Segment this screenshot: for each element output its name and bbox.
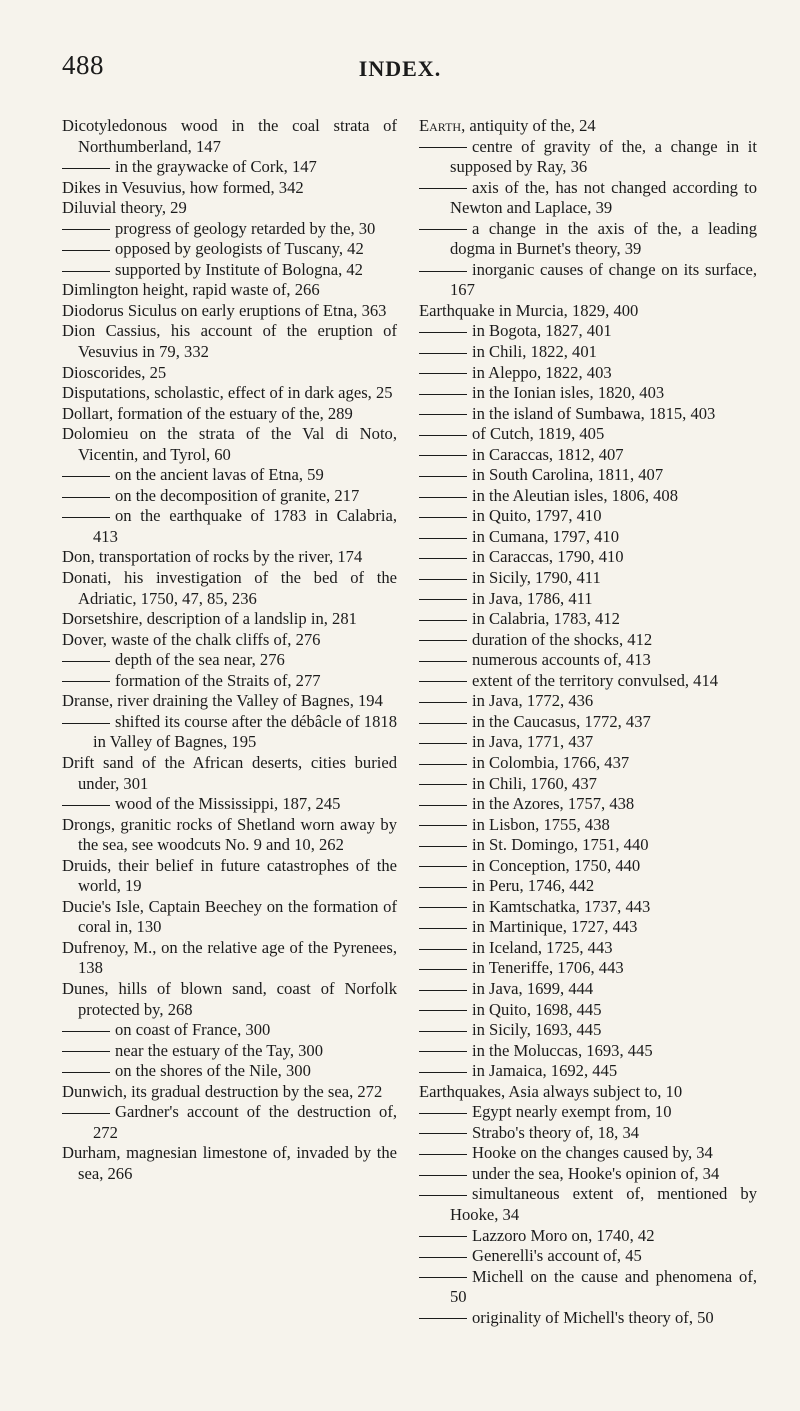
entry-text: in the graywacke of Cork, 147 xyxy=(115,157,317,177)
entry-text: in Chili, 1760, 437 xyxy=(472,773,597,793)
index-entry xyxy=(62,609,397,630)
index-column-left xyxy=(62,116,397,1184)
ditto-dash xyxy=(419,1257,467,1258)
ditto-dash xyxy=(419,1010,467,1011)
entry-text: in the Aleutian isles, 1806, 408 xyxy=(472,485,679,505)
entry-text: depth of the sea near, 276 xyxy=(115,650,285,670)
index-subentry xyxy=(419,712,757,733)
entry-text: in Caraccas, 1790, 410 xyxy=(472,547,624,567)
index-entry xyxy=(62,363,397,384)
ditto-dash xyxy=(62,723,110,724)
ditto-dash xyxy=(419,620,467,621)
entry-text: in Iceland, 1725, 443 xyxy=(472,937,613,957)
index-entry xyxy=(62,630,397,651)
index-entry xyxy=(62,856,397,897)
ditto-dash xyxy=(419,1133,467,1134)
ditto-dash xyxy=(62,1072,110,1073)
index-subentry xyxy=(419,609,757,630)
ditto-dash xyxy=(419,1051,467,1052)
entry-text: on the ancient lavas of Etna, 59 xyxy=(115,465,324,485)
ditto-dash xyxy=(419,1318,467,1319)
entry-text: progress of geology retarded by the, 30 xyxy=(115,218,376,238)
ditto-dash xyxy=(419,866,467,867)
ditto-dash xyxy=(419,373,467,374)
ditto-dash xyxy=(419,1175,467,1176)
entry-text: in Chili, 1822, 401 xyxy=(472,342,597,362)
entry-text: Dikes in Vesuvius, how formed, 342 xyxy=(62,177,304,197)
index-subentry xyxy=(62,1020,397,1041)
ditto-dash xyxy=(419,743,467,744)
ditto-dash xyxy=(419,455,467,456)
index-subentry xyxy=(419,774,757,795)
index-subentry xyxy=(419,1226,757,1247)
ditto-dash xyxy=(419,969,467,970)
entry-text: in Colombia, 1766, 437 xyxy=(472,752,630,772)
entry-text: Strabo's theory of, 18, 34 xyxy=(472,1122,640,1142)
ditto-dash xyxy=(419,538,467,539)
index-entry xyxy=(62,815,397,856)
index-subentry xyxy=(62,465,397,486)
index-subentry xyxy=(419,794,757,815)
entry-text: in Calabria, 1783, 412 xyxy=(472,609,620,629)
index-subentry xyxy=(419,835,757,856)
index-entry xyxy=(62,116,397,157)
entry-text: in South Carolina, 1811, 407 xyxy=(472,465,664,485)
entry-text: Michell on the cause and phenomena of, 50 xyxy=(450,1266,757,1307)
ditto-dash xyxy=(419,949,467,950)
entry-text: supported by Institute of Bologna, 42 xyxy=(115,259,363,279)
entry-text: on the earthquake of 1783 in Calabria, 413 xyxy=(93,506,397,546)
entry-text: on coast of France, 300 xyxy=(115,1020,271,1040)
index-subentry xyxy=(62,650,397,671)
entry-heading: Earth xyxy=(419,116,462,135)
entry-text: a change in the axis of the, a leading dogma in Burnet's theory, 39 xyxy=(450,218,757,259)
index-subentry xyxy=(419,671,757,692)
ditto-dash xyxy=(419,229,467,230)
entry-text: in Java, 1786, 411 xyxy=(472,588,593,608)
index-subentry xyxy=(419,137,757,178)
index-subentry xyxy=(419,260,757,301)
entry-text: Druids, their belief in future catastrophes of the world, 19 xyxy=(62,855,397,896)
ditto-dash xyxy=(419,784,467,785)
index-subentry xyxy=(419,1267,757,1308)
entry-text: Gardner's account of the destruction of, 272 xyxy=(93,1102,397,1142)
index-entry xyxy=(62,383,397,404)
entry-text: Dunwich, its gradual destruction by the sea, 272 xyxy=(62,1081,383,1101)
ditto-dash xyxy=(419,702,467,703)
ditto-dash xyxy=(62,497,110,498)
ditto-dash xyxy=(419,805,467,806)
entry-text: Dranse, river draining the Valley of Bagnes, 194 xyxy=(62,691,383,711)
entry-text: Dollart, formation of the estuary of the, 289 xyxy=(62,403,353,423)
index-subentry xyxy=(419,568,757,589)
entry-text: Dunes, hills of blown sand, coast of Norfolk protected by, 268 xyxy=(62,978,397,1019)
index-subentry xyxy=(419,342,757,363)
entry-text: Drift sand of the African deserts, cities buried under, 301 xyxy=(62,752,397,793)
index-subentry xyxy=(419,732,757,753)
entry-text: in Sicily, 1790, 411 xyxy=(472,568,601,588)
ditto-dash xyxy=(419,579,467,580)
entry-text: Earthquakes, Asia always subject to, 10 xyxy=(419,1081,683,1101)
index-subentry xyxy=(419,1123,757,1144)
index-subentry xyxy=(419,506,757,527)
ditto-dash xyxy=(62,476,110,477)
entry-text: Dolomieu on the strata of the Val di Noto, Vicentin, and Tyrol, 60 xyxy=(62,424,397,464)
index-entry xyxy=(62,321,397,362)
ditto-dash xyxy=(62,1113,110,1114)
index-subentry xyxy=(419,1143,757,1164)
index-subentry xyxy=(62,219,397,240)
ditto-dash xyxy=(62,271,110,272)
index-entry xyxy=(62,979,397,1020)
index-subentry xyxy=(419,1164,757,1185)
entry-text: Dion Cassius, his account of the eruption of Vesuvius in 79, 332 xyxy=(62,321,397,362)
entry-text: centre of gravity of the, a change in it supposed by Ray, 36 xyxy=(450,136,757,177)
running-head: INDEX. xyxy=(358,56,442,81)
entry-text: in Java, 1699, 444 xyxy=(472,978,594,998)
entry-text: in Bogota, 1827, 401 xyxy=(472,321,612,341)
entry-text: in Java, 1772, 436 xyxy=(472,691,594,711)
index-subentry xyxy=(62,671,397,692)
entry-text: Ducie's Isle, Captain Beechey on the formation of coral in, 130 xyxy=(62,896,397,937)
entry-text: Drongs, granitic rocks of Shetland worn away by the sea, see woodcuts No. 9 and 10, 262 xyxy=(62,814,397,855)
index-subentry xyxy=(419,465,757,486)
index-subentry xyxy=(62,1061,397,1082)
ditto-dash xyxy=(419,640,467,641)
entry-text: in the island of Sumbawa, 1815, 403 xyxy=(472,403,716,423)
entry-text: Dimlington height, rapid waste of, 266 xyxy=(62,280,320,300)
entry-text: in Lisbon, 1755, 438 xyxy=(472,814,610,834)
entry-text: in the Moluccas, 1693, 445 xyxy=(472,1040,653,1060)
ditto-dash xyxy=(419,825,467,826)
index-entry xyxy=(62,198,397,219)
ditto-dash xyxy=(419,990,467,991)
entry-text: Generelli's account of, 45 xyxy=(472,1246,642,1266)
ditto-dash xyxy=(62,681,110,682)
ditto-dash xyxy=(62,1031,110,1032)
ditto-dash xyxy=(419,723,467,724)
entry-text: near the estuary of the Tay, 300 xyxy=(115,1040,324,1060)
index-entry xyxy=(62,753,397,794)
entry-text: Dover, waste of the chalk cliffs of, 276 xyxy=(62,629,321,649)
entry-text: Diluvial theory, 29 xyxy=(62,198,187,218)
entry-text: formation of the Straits of, 277 xyxy=(115,670,321,690)
entry-text: in Conception, 1750, 440 xyxy=(472,855,641,875)
index-entry xyxy=(62,424,397,465)
ditto-dash xyxy=(419,1154,467,1155)
ditto-dash xyxy=(62,250,110,251)
index-subentry xyxy=(419,1041,757,1062)
index-subentry xyxy=(419,753,757,774)
entry-text: on the shores of the Nile, 300 xyxy=(115,1061,311,1081)
entry-text: Durham, magnesian limestone of, invaded by the sea, 266 xyxy=(62,1143,397,1183)
page-number: 488 xyxy=(62,50,104,80)
entry-text: in Aleppo, 1822, 403 xyxy=(472,362,612,382)
index-entry xyxy=(62,691,397,712)
entry-text: in the Ionian isles, 1820, 403 xyxy=(472,383,665,403)
ditto-dash xyxy=(62,517,110,518)
ditto-dash xyxy=(62,805,110,806)
entry-text: under the sea, Hooke's opinion of, 34 xyxy=(472,1163,720,1183)
entry-text: originality of Michell's theory of, 50 xyxy=(472,1307,714,1327)
index-entry xyxy=(419,1082,757,1103)
ditto-dash xyxy=(419,517,467,518)
index-entry xyxy=(62,897,397,938)
index-entry xyxy=(62,547,397,568)
ditto-dash xyxy=(62,1051,110,1052)
ditto-dash xyxy=(419,928,467,929)
entry-text: duration of the shocks, 412 xyxy=(472,629,653,649)
index-entry xyxy=(62,1082,397,1103)
entry-text: in Martinique, 1727, 443 xyxy=(472,917,638,937)
ditto-dash xyxy=(419,1072,467,1073)
entry-text: in Caraccas, 1812, 407 xyxy=(472,444,624,464)
entry-text: in Kamtschatka, 1737, 443 xyxy=(472,896,651,916)
entry-text: extent of the territory convulsed, 414 xyxy=(472,670,719,690)
index-entry xyxy=(62,568,397,609)
index-subentry xyxy=(419,1000,757,1021)
index-subentry xyxy=(419,527,757,548)
index-subentry xyxy=(419,178,757,219)
ditto-dash xyxy=(419,661,467,662)
ditto-dash xyxy=(419,1277,467,1278)
ditto-dash xyxy=(419,497,467,498)
index-subentry xyxy=(419,404,757,425)
index-subentry xyxy=(62,239,397,260)
entry-text: Earthquake in Murcia, 1829, 400 xyxy=(419,300,639,320)
ditto-dash xyxy=(419,681,467,682)
entry-text: in the Caucasus, 1772, 437 xyxy=(472,711,651,731)
index-subentry xyxy=(419,630,757,651)
ditto-dash xyxy=(62,168,110,169)
index-subentry xyxy=(62,1102,397,1143)
entry-text: Hooke on the changes caused by, 34 xyxy=(472,1143,713,1163)
entry-text: in St. Domingo, 1751, 440 xyxy=(472,835,649,855)
entry-text: in Quito, 1698, 445 xyxy=(472,999,602,1019)
index-subentry xyxy=(419,1246,757,1267)
entry-text: in Jamaica, 1692, 445 xyxy=(472,1061,618,1081)
index-entry xyxy=(419,116,757,137)
entry-text: , antiquity of the, 24 xyxy=(461,116,596,135)
index-entry xyxy=(62,178,397,199)
index-subentry xyxy=(62,794,397,815)
entry-text: wood of the Mississippi, 187, 245 xyxy=(115,794,341,814)
index-column-right xyxy=(419,116,757,1328)
index-subentry xyxy=(419,917,757,938)
ditto-dash xyxy=(419,599,467,600)
entry-text: Diodorus Siculus on early eruptions of Etna, 363 xyxy=(62,300,387,320)
ditto-dash xyxy=(62,229,110,230)
index-subentry xyxy=(419,1061,757,1082)
entry-text: in Teneriffe, 1706, 443 xyxy=(472,958,624,978)
ditto-dash xyxy=(419,435,467,436)
ditto-dash xyxy=(419,147,467,148)
entry-text: shifted its course after the débâcle of 1818 in Valley of Bagnes, 195 xyxy=(93,711,397,752)
index-subentry xyxy=(419,856,757,877)
index-entry xyxy=(62,301,397,322)
ditto-dash xyxy=(419,1195,467,1196)
index-subentry xyxy=(419,547,757,568)
index-subentry xyxy=(419,650,757,671)
entry-text: in Peru, 1746, 442 xyxy=(472,876,595,896)
index-subentry xyxy=(419,363,757,384)
entry-text: Don, transportation of rocks by the river, 174 xyxy=(62,547,363,567)
index-entry xyxy=(62,1143,397,1184)
index-entry xyxy=(62,404,397,425)
ditto-dash xyxy=(419,476,467,477)
index-subentry xyxy=(419,219,757,260)
ditto-dash xyxy=(419,1031,467,1032)
index-subentry xyxy=(419,424,757,445)
entry-text: Lazzoro Moro on, 1740, 42 xyxy=(472,1225,655,1245)
entry-text: Dicotyledonous wood in the coal strata of Northumberland, 147 xyxy=(62,116,397,156)
index-subentry xyxy=(419,445,757,466)
index-subentry xyxy=(419,1020,757,1041)
ditto-dash xyxy=(419,1113,467,1114)
ditto-dash xyxy=(419,846,467,847)
entry-text: numerous accounts of, 413 xyxy=(472,650,651,670)
entry-text: of Cutch, 1819, 405 xyxy=(472,424,605,444)
ditto-dash xyxy=(419,353,467,354)
ditto-dash xyxy=(62,661,110,662)
index-entry xyxy=(62,280,397,301)
index-subentry xyxy=(419,383,757,404)
ditto-dash xyxy=(419,394,467,395)
entry-text: Dufrenoy, M., on the relative age of the Pyrenees, 138 xyxy=(62,937,397,978)
ditto-dash xyxy=(419,1236,467,1237)
index-subentry xyxy=(62,260,397,281)
entry-text: Dorsetshire, description of a landslip in, 281 xyxy=(62,609,357,629)
ditto-dash xyxy=(419,188,467,189)
ditto-dash xyxy=(419,907,467,908)
index-subentry xyxy=(419,876,757,897)
index-subentry xyxy=(419,589,757,610)
index-subentry xyxy=(62,506,397,547)
entry-text: in Sicily, 1693, 445 xyxy=(472,1020,602,1040)
ditto-dash xyxy=(419,414,467,415)
index-subentry xyxy=(419,691,757,712)
index-subentry xyxy=(419,486,757,507)
ditto-dash xyxy=(419,887,467,888)
index-subentry xyxy=(62,1041,397,1062)
entry-text: in Java, 1771, 437 xyxy=(472,732,594,752)
ditto-dash xyxy=(419,558,467,559)
index-entry xyxy=(419,301,757,322)
entry-text: in the Azores, 1757, 438 xyxy=(472,794,635,814)
index-subentry xyxy=(419,1184,757,1225)
index-subentry xyxy=(419,938,757,959)
entry-text: in Quito, 1797, 410 xyxy=(472,506,602,526)
ditto-dash xyxy=(419,764,467,765)
entry-text: inorganic causes of change on its surface, 167 xyxy=(450,259,757,300)
entry-text: Donati, his investigation of the bed of the Adriatic, 1750, 47, 85, 236 xyxy=(62,568,397,608)
entry-text: simultaneous extent of, mentioned by Hooke, 34 xyxy=(450,1184,757,1224)
entry-text: opposed by geologists of Tuscany, 42 xyxy=(115,239,364,259)
ditto-dash xyxy=(419,332,467,333)
entry-text: Egypt nearly exempt from, 10 xyxy=(472,1102,672,1122)
index-subentry xyxy=(419,815,757,836)
ditto-dash xyxy=(419,271,467,272)
index-subentry xyxy=(62,486,397,507)
index-subentry xyxy=(419,958,757,979)
index-subentry xyxy=(419,1102,757,1123)
index-subentry xyxy=(62,712,397,753)
entry-text: axis of the, has not changed according to Newton and Laplace, 39 xyxy=(450,177,757,218)
index-subentry xyxy=(419,321,757,342)
index-subentry xyxy=(419,979,757,1000)
entry-text: Dioscorides, 25 xyxy=(62,362,167,382)
entry-text: Disputations, scholastic, effect of in dark ages, 25 xyxy=(62,383,393,403)
entry-text: on the decomposition of granite, 217 xyxy=(115,485,360,505)
index-subentry xyxy=(62,157,397,178)
index-entry xyxy=(62,938,397,979)
index-subentry xyxy=(419,1308,757,1329)
index-subentry xyxy=(419,897,757,918)
entry-text: in Cumana, 1797, 410 xyxy=(472,526,620,546)
